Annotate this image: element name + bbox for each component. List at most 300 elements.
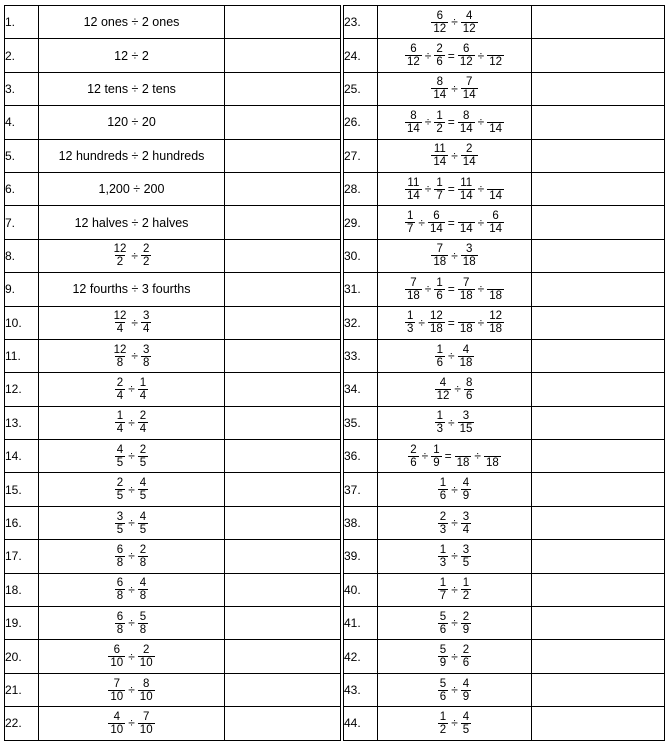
denominator: 6 [462, 657, 470, 670]
operator-symbol: ÷ [424, 115, 432, 130]
numerator: 4 [465, 9, 473, 22]
operator-symbol: ÷ [424, 182, 432, 197]
problem-row [344, 106, 665, 139]
problem-expression [378, 473, 532, 506]
denominator: 8 [116, 556, 124, 569]
problem-row [344, 707, 665, 740]
fraction [461, 544, 471, 569]
answer-cell[interactable] [532, 239, 665, 272]
numerator: 4 [462, 343, 470, 356]
denominator: 8 [116, 623, 124, 636]
problem-number: 28. [344, 172, 378, 205]
problem-row [344, 206, 665, 239]
expression-text: 120 ÷ 20 [107, 115, 156, 130]
problem-number: 27. [344, 139, 378, 172]
fraction [438, 577, 448, 602]
problem-row [5, 540, 341, 573]
fraction [431, 143, 448, 168]
denominator: 8 [139, 590, 147, 603]
fraction [428, 210, 445, 235]
operator-symbol: = [447, 315, 455, 330]
answer-cell[interactable] [225, 273, 341, 306]
answer-cell[interactable] [532, 6, 665, 39]
answer-cell[interactable] [532, 139, 665, 172]
expression-text: 12 tens ÷ 2 tens [87, 81, 176, 96]
denominator: 6 [439, 623, 447, 636]
fraction [108, 678, 125, 703]
numerator: 6 [410, 43, 417, 56]
answer-cell[interactable] [225, 707, 341, 740]
fraction [108, 711, 125, 736]
operator-symbol: = [447, 115, 455, 130]
numerator: 6 [113, 644, 120, 657]
problem-expression [39, 506, 225, 539]
problem-number: 8. [5, 239, 39, 272]
denominator: 8 [116, 356, 124, 369]
denominator: 5 [462, 556, 470, 569]
answer-cell[interactable] [225, 540, 341, 573]
problem-row [5, 239, 341, 272]
numerator: 3 [465, 243, 473, 256]
numerator: 5 [139, 610, 147, 623]
answer-cell[interactable] [225, 39, 341, 72]
problem-expression [378, 640, 532, 673]
problem-expression [39, 206, 225, 239]
problem-number: 44. [344, 707, 378, 740]
answer-cell[interactable] [532, 273, 665, 306]
numerator-blank [464, 310, 468, 322]
numerator: 4 [462, 477, 470, 490]
operator-symbol: ÷ [128, 616, 135, 631]
denominator: 14 [462, 89, 476, 102]
problem-number: 2. [5, 39, 39, 72]
denominator: 4 [139, 423, 147, 436]
problem-number: 14. [5, 440, 39, 473]
expression-text: 12 fourths ÷ 3 fourths [72, 282, 191, 297]
denominator: 14 [433, 89, 447, 102]
numerator: 6 [116, 577, 124, 590]
problem-expression [378, 206, 532, 239]
answer-cell[interactable] [532, 339, 665, 372]
numerator: 2 [439, 510, 447, 523]
denominator: 18 [489, 289, 502, 302]
fraction [487, 43, 504, 68]
operator-symbol: = [447, 215, 455, 230]
problem-number: 22. [5, 707, 39, 740]
answer-cell[interactable] [225, 406, 341, 439]
problem-row [5, 206, 341, 239]
numerator: 8 [463, 109, 470, 122]
operator-symbol: ÷ [477, 182, 485, 197]
answer-cell[interactable] [532, 406, 665, 439]
denominator: 3 [439, 556, 447, 569]
numerator-blank [494, 277, 498, 289]
problem-row [344, 239, 665, 272]
fraction [487, 277, 504, 302]
operator-symbol: ÷ [477, 315, 485, 330]
fraction [115, 477, 125, 502]
problem-expression [378, 39, 532, 72]
denominator: 9 [462, 623, 470, 636]
fraction [461, 10, 478, 35]
numerator-blank [494, 177, 498, 189]
problem-row [5, 106, 341, 139]
numerator: 8 [465, 376, 473, 389]
numerator: 6 [492, 210, 499, 223]
problem-expression [39, 440, 225, 473]
numerator: 3 [116, 510, 124, 523]
numerator: 4 [462, 710, 470, 723]
answer-cell[interactable] [532, 72, 665, 105]
numerator: 1 [436, 410, 443, 423]
fraction [141, 344, 151, 369]
fraction [138, 678, 155, 703]
answer-cell[interactable] [225, 206, 341, 239]
numerator: 4 [462, 677, 470, 690]
operator-symbol: ÷ [128, 716, 135, 731]
problem-number: 40. [344, 573, 378, 606]
answer-cell[interactable] [225, 506, 341, 539]
denominator: 2 [142, 256, 150, 269]
problem-number: 20. [5, 640, 39, 673]
fraction [487, 177, 504, 202]
numerator: 2 [116, 376, 124, 389]
problem-expression [378, 440, 532, 473]
problem-expression [378, 707, 532, 740]
fraction [438, 544, 448, 569]
problem-number: 36. [344, 440, 378, 473]
fraction [138, 377, 148, 402]
fraction [112, 243, 129, 268]
answer-cell[interactable] [225, 373, 341, 406]
operator-symbol: ÷ [421, 449, 429, 464]
numerator: 6 [436, 9, 443, 22]
expression-text: 12 ones ÷ 2 ones [83, 15, 180, 30]
denominator: 14 [459, 189, 473, 202]
fraction [464, 377, 474, 402]
problem-number: 17. [5, 540, 39, 573]
numerator: 6 [116, 610, 124, 623]
right-problem-table [343, 5, 665, 741]
operator-symbol: ÷ [451, 649, 458, 664]
answer-cell[interactable] [532, 640, 665, 673]
problem-number: 35. [344, 406, 378, 439]
answer-cell[interactable] [225, 573, 341, 606]
denominator: 14 [459, 223, 473, 236]
denominator: 5 [462, 723, 470, 736]
denominator: 14 [430, 223, 443, 236]
answer-cell[interactable] [225, 106, 341, 139]
answer-cell[interactable] [532, 607, 665, 640]
operator-symbol: ÷ [451, 716, 458, 731]
denominator: 10 [110, 723, 124, 736]
operator-symbol: ÷ [451, 616, 458, 631]
operator-symbol: ÷ [128, 449, 135, 464]
denominator: 18 [459, 289, 473, 302]
answer-cell[interactable] [532, 473, 665, 506]
denominator: 10 [110, 690, 124, 703]
numerator: 12 [113, 343, 127, 356]
problem-expression [39, 373, 225, 406]
fraction [138, 410, 148, 435]
numerator: 1 [439, 477, 447, 490]
fraction [405, 310, 415, 335]
numerator: 2 [139, 443, 147, 456]
denominator: 4 [116, 423, 124, 436]
answer-cell[interactable] [532, 573, 665, 606]
denominator: 4 [142, 323, 150, 336]
answer-cell[interactable] [532, 673, 665, 706]
numerator: 8 [410, 109, 417, 122]
denominator: 14 [462, 156, 476, 169]
answer-cell[interactable] [532, 707, 665, 740]
numerator: 2 [410, 443, 417, 456]
denominator: 14 [433, 156, 447, 169]
answer-cell[interactable] [225, 139, 341, 172]
problem-expression [378, 540, 532, 573]
fraction [115, 577, 125, 602]
numerator: 4 [139, 510, 147, 523]
denominator: 2 [462, 590, 470, 603]
problem-row [344, 473, 665, 506]
problem-number: 10. [5, 306, 39, 339]
problem-expression [39, 473, 225, 506]
answer-cell[interactable] [225, 640, 341, 673]
fraction [138, 511, 148, 536]
numerator: 3 [462, 543, 470, 556]
answer-cell[interactable] [532, 106, 665, 139]
fraction [431, 243, 448, 268]
problem-row [344, 339, 665, 372]
denominator: 14 [489, 223, 502, 236]
numerator: 7 [410, 276, 417, 289]
numerator: 2 [436, 43, 443, 56]
problem-row [5, 573, 341, 606]
fraction [138, 577, 148, 602]
answer-cell[interactable] [225, 673, 341, 706]
operator-symbol: ÷ [424, 282, 432, 297]
problem-row [5, 440, 341, 473]
numerator: 4 [116, 443, 124, 456]
fraction [438, 644, 448, 669]
numerator: 5 [439, 644, 447, 657]
answer-cell[interactable] [532, 39, 665, 72]
numerator: 2 [139, 410, 147, 423]
numerator: 1 [436, 176, 443, 189]
problem-expression [39, 106, 225, 139]
answer-cell[interactable] [532, 172, 665, 205]
numerator: 2 [462, 610, 470, 623]
problem-expression [378, 339, 532, 372]
problem-number: 5. [5, 139, 39, 172]
problem-number: 7. [5, 206, 39, 239]
operator-symbol: ÷ [128, 683, 135, 697]
problem-row [5, 6, 341, 39]
numerator: 7 [465, 76, 473, 89]
answer-cell[interactable] [225, 239, 341, 272]
fraction [434, 110, 444, 135]
fraction [115, 511, 125, 536]
numerator: 11 [407, 176, 420, 189]
problem-expression [39, 273, 225, 306]
problem-row [344, 406, 665, 439]
denominator: 10 [139, 690, 153, 703]
fraction [431, 76, 448, 101]
denominator: 18 [407, 289, 420, 302]
numerator: 1 [407, 210, 414, 223]
fraction [115, 444, 125, 469]
problem-number: 25. [344, 72, 378, 105]
problem-expression [39, 673, 225, 706]
numerator: 3 [142, 343, 150, 356]
operator-symbol: ÷ [128, 649, 135, 664]
numerator: 2 [465, 143, 473, 156]
operator-symbol: ÷ [131, 349, 138, 364]
fraction [112, 310, 129, 335]
operator-symbol: ÷ [451, 683, 458, 697]
expression-text: 12 hundreds ÷ 2 hundreds [58, 148, 205, 163]
denominator: 6 [439, 690, 447, 703]
problem-expression [39, 172, 225, 205]
operator-symbol: ÷ [448, 415, 455, 430]
numerator: 1 [436, 343, 443, 356]
answer-cell[interactable] [532, 540, 665, 573]
fraction [438, 477, 448, 502]
operator-symbol: ÷ [451, 81, 458, 96]
fraction [461, 678, 471, 703]
numerator: 7 [142, 710, 150, 723]
problem-number: 39. [344, 540, 378, 573]
problem-number: 38. [344, 506, 378, 539]
answer-cell[interactable] [532, 373, 665, 406]
fraction [435, 410, 445, 435]
numerator-blank [461, 444, 465, 456]
fraction [487, 310, 504, 335]
numerator: 11 [433, 143, 446, 156]
operator-symbol: ÷ [477, 282, 485, 297]
problem-expression [39, 339, 225, 372]
denominator: 18 [489, 323, 502, 336]
denominator: 5 [139, 490, 147, 503]
denominator: 7 [439, 590, 447, 603]
operator-symbol: ÷ [131, 248, 138, 263]
denominator: 18 [459, 323, 473, 336]
problem-row [344, 607, 665, 640]
denominator: 4 [462, 523, 470, 536]
answer-cell[interactable] [532, 206, 665, 239]
answer-cell[interactable] [225, 440, 341, 473]
numerator: 12 [113, 310, 127, 323]
problem-number: 30. [344, 239, 378, 272]
problem-expression [39, 39, 225, 72]
denominator: 5 [139, 523, 147, 536]
operator-symbol: ÷ [477, 215, 485, 230]
problem-row [5, 273, 341, 306]
numerator: 3 [462, 410, 470, 423]
operator-symbol: = [447, 282, 455, 297]
denominator: 14 [489, 189, 502, 202]
problem-row [5, 673, 341, 706]
operator-symbol: ÷ [477, 115, 485, 130]
denominator: 18 [430, 323, 443, 336]
answer-cell[interactable] [532, 506, 665, 539]
answer-cell[interactable] [225, 306, 341, 339]
answer-cell[interactable] [225, 339, 341, 372]
problem-expression [378, 139, 532, 172]
denominator: 5 [116, 490, 124, 503]
answer-cell[interactable] [225, 172, 341, 205]
numerator: 4 [139, 577, 147, 590]
denominator: 3 [436, 423, 443, 436]
problem-number: 6. [5, 172, 39, 205]
denominator: 4 [116, 323, 124, 336]
fraction [461, 477, 471, 502]
answer-cell[interactable] [532, 440, 665, 473]
numerator: 6 [433, 210, 440, 223]
answer-cell[interactable] [225, 607, 341, 640]
expression-text: 12 ÷ 2 [114, 48, 149, 63]
problem-row [344, 172, 665, 205]
denominator: 6 [410, 456, 417, 469]
fraction [408, 444, 418, 469]
fraction [434, 177, 444, 202]
numerator: 3 [462, 510, 470, 523]
fraction [438, 678, 448, 703]
numerator: 8 [142, 677, 150, 690]
problem-row [5, 707, 341, 740]
denominator: 12 [436, 389, 450, 402]
problem-expression [378, 172, 532, 205]
fraction [405, 43, 422, 68]
answer-cell[interactable] [532, 306, 665, 339]
denominator: 3 [439, 523, 447, 536]
operator-symbol: ÷ [448, 349, 455, 364]
numerator: 5 [439, 677, 447, 690]
fraction [141, 243, 151, 268]
problem-number: 21. [5, 673, 39, 706]
denominator: 9 [462, 490, 470, 503]
answer-cell[interactable] [225, 72, 341, 105]
answer-cell[interactable] [225, 473, 341, 506]
fraction [455, 444, 472, 469]
problem-expression [378, 106, 532, 139]
problem-number: 26. [344, 106, 378, 139]
answer-cell[interactable] [225, 6, 341, 39]
denominator: 6 [436, 56, 443, 69]
problem-number: 13. [5, 406, 39, 439]
fraction [431, 444, 441, 469]
fraction [438, 711, 448, 736]
fraction [405, 177, 422, 202]
problem-row [344, 540, 665, 573]
fraction [115, 544, 125, 569]
problem-number: 33. [344, 339, 378, 372]
numerator: 1 [139, 376, 147, 389]
problem-row [5, 640, 341, 673]
left-problem-table [4, 5, 341, 741]
problem-number: 18. [5, 573, 39, 606]
problem-expression [378, 406, 532, 439]
problem-number: 4. [5, 106, 39, 139]
operator-symbol: ÷ [128, 382, 135, 397]
problem-number: 43. [344, 673, 378, 706]
fraction [438, 611, 448, 636]
numerator: 3 [142, 310, 150, 323]
denominator: 5 [116, 456, 124, 469]
numerator: 7 [113, 677, 120, 690]
fraction [138, 611, 148, 636]
problem-number: 23. [344, 6, 378, 39]
